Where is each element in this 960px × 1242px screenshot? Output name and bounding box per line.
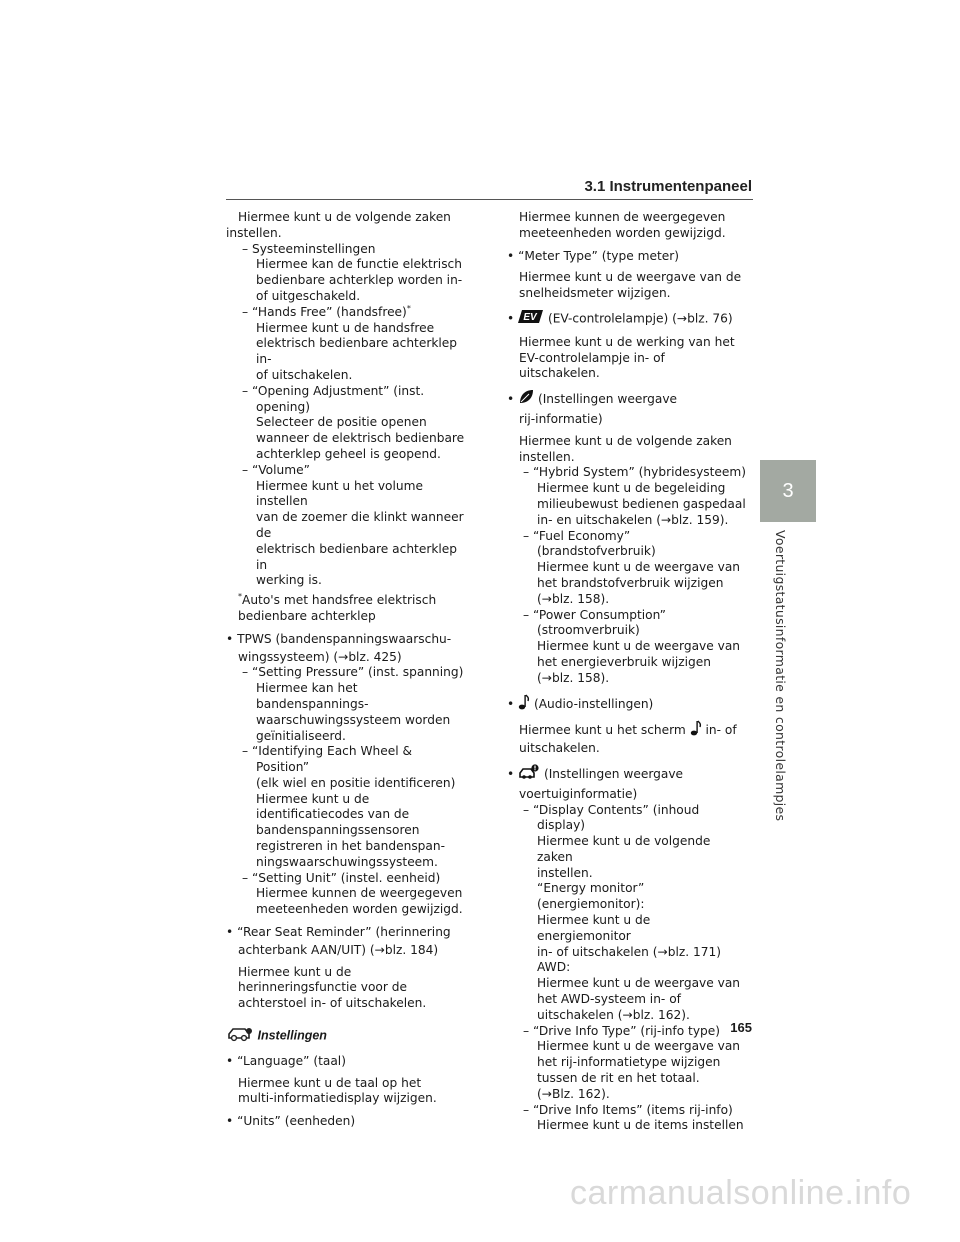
dash-text: het brandstofverbruik wijzigen xyxy=(537,575,724,590)
header-divider xyxy=(226,199,753,200)
bullet-text: Hiermee kunnen de weergegeven xyxy=(519,210,726,224)
page-number: 165 xyxy=(730,1020,752,1035)
dash-text: meeteenheden worden gewijzigd. xyxy=(256,902,463,917)
dash-item: – “Setting Pressure” (inst. spanning) xyxy=(242,665,464,680)
leaf-icon xyxy=(518,389,534,410)
dash-text: Hiermee kunt u de items instellen xyxy=(537,1118,744,1133)
bullet-text: wingssysteem) (→blz. 425) xyxy=(238,649,402,664)
dash-text: (elk wiel en positie identificeren) xyxy=(256,775,456,790)
dash-text: in- en uitschakelen (→blz. 159). xyxy=(537,512,729,527)
page-header-title: 3.1 Instrumentenpaneel xyxy=(584,178,752,195)
dash-text: Hiermee kan het bandenspannings- xyxy=(256,681,369,711)
bullet-text: meeteenheden worden gewijzigd. xyxy=(519,225,726,240)
dash-text: geïnitialiseerd. xyxy=(256,728,346,743)
chapter-tab: 3 xyxy=(760,460,816,522)
footnote-text: bedienbare achterklep xyxy=(238,608,376,623)
dash-text: ningswaarschuwingssysteem. xyxy=(256,854,438,869)
dash-text: het rij-informatietype wijzigen xyxy=(537,1055,721,1070)
dash-text: (stroomverbruik) xyxy=(537,623,640,638)
dash-text: van de zoemer die klinkt wanneer de xyxy=(256,510,464,540)
dash-text: Hiermee kunt u de weergave van xyxy=(537,560,741,575)
text-line: Hiermee kunt u de volgende zaken xyxy=(238,210,451,224)
dash-text: instellen. xyxy=(537,865,593,880)
dash-text: Hiermee kunt u de handsfree xyxy=(256,320,435,335)
dash-text: tussen de rit en het totaal. xyxy=(537,1071,700,1086)
bullet-dot: • xyxy=(507,311,519,326)
dash-item: – “Volume” xyxy=(242,462,310,477)
dash-text: in- of uitschakelen (→blz. 171) xyxy=(537,944,721,959)
dash-text: opening) xyxy=(256,399,311,414)
dash-text: Selecteer de positie openen xyxy=(256,415,427,430)
dash-text: (→Blz. 162). xyxy=(537,1086,610,1101)
dash-item: – “Power Consumption” xyxy=(523,607,666,622)
dash-text: Hiermee kunt u de begeleiding xyxy=(537,481,726,496)
bullet-text: multi-informatiedisplay wijzigen. xyxy=(238,1091,437,1106)
dash-text: werking is. xyxy=(256,573,322,588)
dash-text: Hiermee kunt u de volgende zaken xyxy=(537,834,711,864)
dash-list xyxy=(226,242,466,590)
car-info-icon xyxy=(518,764,540,785)
dash-item: – “Drive Info Type” (rij-info type) xyxy=(523,1023,721,1038)
svg-text:EV: EV xyxy=(523,311,537,323)
dash-list xyxy=(507,465,747,686)
dash-text: het energieverbruik wijzigen xyxy=(537,654,712,669)
bullet-text: herinneringsfunctie voor de xyxy=(238,980,407,995)
music-note-icon xyxy=(690,720,702,741)
dash-text: bedienbare achterklep worden in- xyxy=(256,273,463,288)
dash-text: AWD: xyxy=(537,960,571,975)
dash-text: Hiermee kunt u de weergave van xyxy=(537,1039,741,1054)
dash-list xyxy=(507,803,747,1135)
dash-text: elektrisch bedienbare achterklep in xyxy=(256,541,458,572)
dash-text: of uitgeschakeld. xyxy=(256,288,361,303)
music-note-icon xyxy=(518,694,530,715)
dash-text: wanneer de elektrisch bedienbare xyxy=(256,431,465,446)
bullet-item: • “Meter Type” (type meter) xyxy=(507,248,679,263)
bullet-text: uitschakelen. xyxy=(519,741,600,756)
bullet-text: Hiermee kunt u de taal op het xyxy=(238,1075,422,1090)
inline-text: Hiermee kunt u het scherm xyxy=(519,723,686,738)
bullet-item: • “Rear Seat Reminder” (herinnering xyxy=(226,925,451,940)
bullet-item: • “Language” (taal) xyxy=(226,1053,346,1068)
bullet-item xyxy=(507,389,747,410)
bullet-text: Hiermee kunt u de werking van het xyxy=(519,334,735,349)
bullet-dot: • xyxy=(507,696,519,711)
bullet-label: (Instellingen weergave xyxy=(537,392,678,407)
bullet-item: • “Units” (eenheden) xyxy=(226,1114,356,1129)
bullet-text: Hiermee kunt u de volgende zaken xyxy=(519,433,732,448)
dash-text: identificatiecodes van de xyxy=(256,807,410,822)
dash-text: registreren in het bandenspan- xyxy=(256,839,445,854)
bullet-label: (EV-controlelampje) (→blz. 76) xyxy=(547,311,733,326)
footnote-marker: * xyxy=(406,303,411,313)
bullet-text: voertuiginformatie) xyxy=(519,786,638,801)
footnote xyxy=(226,593,466,625)
bullet-item xyxy=(507,694,747,715)
bullet-text xyxy=(507,720,747,741)
dash-item: – “Fuel Economy” (brandstofverbruik) xyxy=(523,528,656,559)
dash-list xyxy=(226,665,466,918)
dash-text: (→blz. 158). xyxy=(537,591,610,606)
bullet-dot: • xyxy=(507,392,519,407)
dash-text: elektrisch bedienbare achterklep in- xyxy=(256,336,458,367)
dash-text: Hiermee kunt u de energiemonitor xyxy=(537,913,651,943)
bullet-text: instellen. xyxy=(519,449,575,464)
section-heading xyxy=(226,1026,466,1047)
bullet-text: achterbank AAN/UIT) (→blz. 184) xyxy=(238,942,439,957)
dash-item: – Systeeminstellingen xyxy=(242,241,376,256)
bullet-item xyxy=(507,309,747,329)
watermark: carmanualsonline.info xyxy=(570,1174,912,1212)
dash-text: Hiermee kunt u het volume instellen xyxy=(256,478,423,509)
dash-text: Hiermee kunt u de xyxy=(256,791,370,806)
bullet-label: (Audio-instellingen) xyxy=(533,696,654,711)
dash-item: – “Setting Unit” (instel. eenheid) xyxy=(242,870,441,885)
bullet-dot: • xyxy=(507,766,519,781)
right-column xyxy=(507,210,747,1134)
dash-item: – “Drive Info Items” (items rij-info) xyxy=(523,1102,733,1117)
bullet-text: Hiermee kunt u de weergave van de xyxy=(519,270,742,285)
text-line: instellen. xyxy=(226,225,282,240)
bullet-text: achterstoel in- of uitschakelen. xyxy=(238,996,427,1011)
dash-text: Hiermee kunt u de weergave van xyxy=(537,976,741,991)
bullet-text: snelheidsmeter wijzigen. xyxy=(519,286,671,301)
bullet-label: (Instellingen weergave xyxy=(543,766,684,781)
bullet-item xyxy=(507,764,747,785)
dash-text: milieubewust bedienen gaspedaal xyxy=(537,496,746,511)
inline-text: in- of xyxy=(705,723,737,738)
dash-item: – “Display Contents” (inhoud display) xyxy=(523,802,700,833)
dash-text: Hiermee kunt u de weergave van xyxy=(537,639,741,654)
bullet-item: • TPWS (bandenspanningswaarschu- xyxy=(226,631,452,646)
paragraph xyxy=(226,210,466,242)
dash-text: het AWD-systeem in- of xyxy=(537,992,681,1007)
dash-text: (→blz. 158). xyxy=(537,670,610,685)
bullet-text: uitschakelen. xyxy=(519,366,600,381)
dash-text: uitschakelen (→blz. 162). xyxy=(537,1007,690,1022)
dash-text: Hiermee kan de functie elektrisch xyxy=(256,257,462,272)
dash-text: Hiermee kunnen de weergegeven xyxy=(256,886,463,901)
bullet-text: rij-informatie) xyxy=(519,411,603,426)
dash-item: – “Opening Adjustment” (inst. xyxy=(242,383,425,398)
dash-text: of uitschakelen. xyxy=(256,367,353,382)
bullet-text: Hiermee kunt u de xyxy=(238,964,352,979)
footnote-text: Auto's met handsfree elektrisch xyxy=(242,593,437,608)
dash-item: – “Identifying Each Wheel & Position” xyxy=(242,744,413,775)
section-heading-text: Instellingen xyxy=(257,1028,327,1043)
footnote-line xyxy=(238,593,466,609)
dash-item-label: – “Hands Free” (handsfree) xyxy=(242,304,407,319)
dash-text: waarschuwingssysteem worden xyxy=(256,712,451,727)
chapter-title-vertical: Voertuigstatusinformatie en controlelampjes xyxy=(773,530,788,822)
dash-item: – “Hybrid System” (hybridesysteem) xyxy=(523,465,747,480)
dash-text: achterklep geheel is geopend. xyxy=(256,446,441,461)
footnote-marker: * xyxy=(238,592,242,602)
ev-indicator-icon xyxy=(518,309,544,329)
bullet-text: EV-controlelampje in- of xyxy=(519,350,665,365)
dash-text: bandenspanningssensoren xyxy=(256,823,420,838)
dash-text: “Energy monitor” (energiemonitor): xyxy=(537,881,645,912)
dash-item xyxy=(238,305,466,321)
settings-car-icon xyxy=(226,1026,254,1047)
left-column xyxy=(226,210,466,1132)
